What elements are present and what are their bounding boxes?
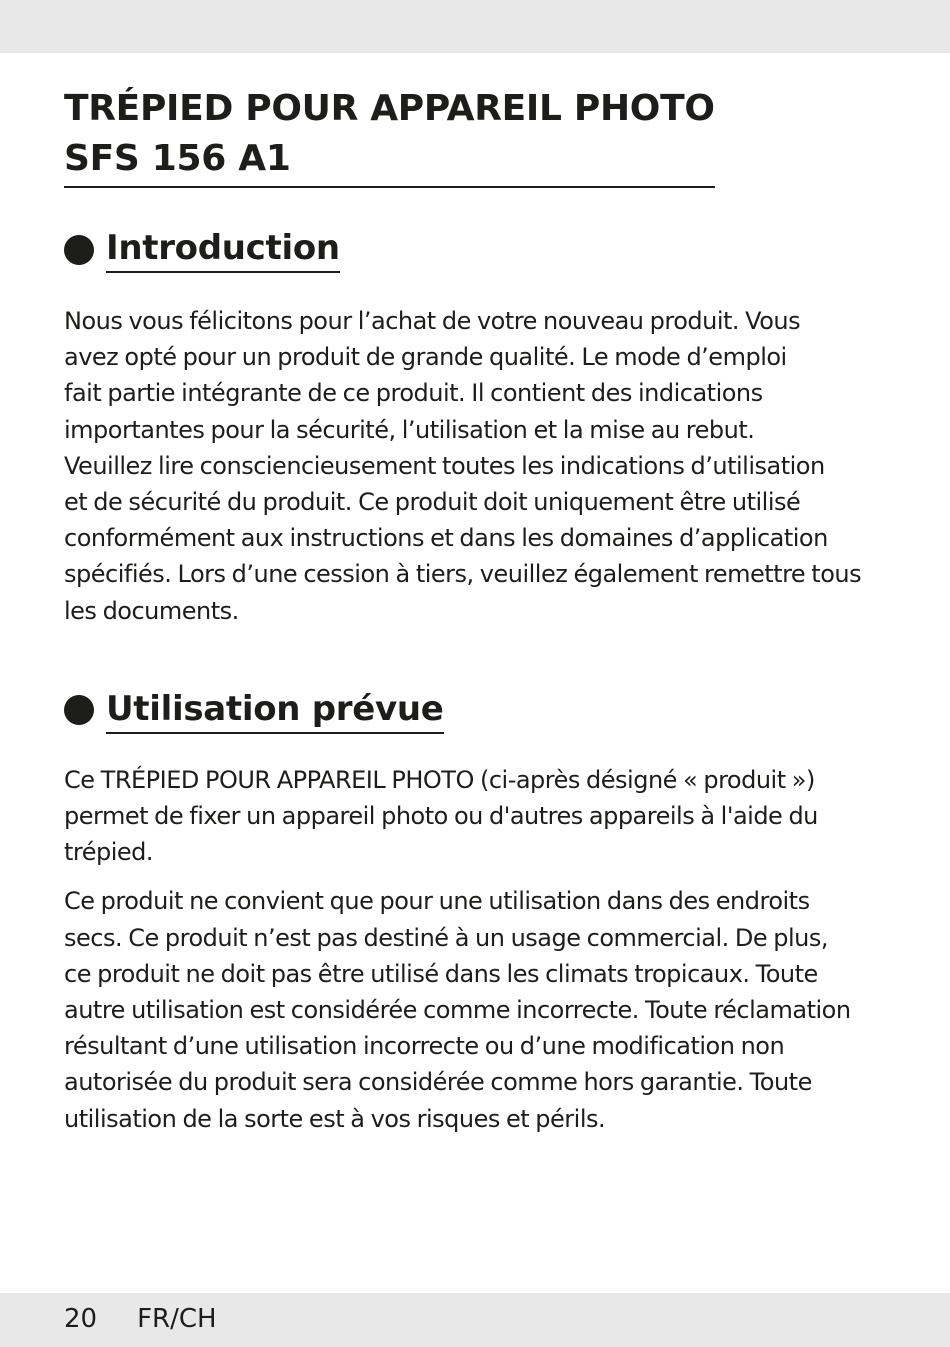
text-line: Veuillez lire consciencieusement toutes les indications d’utilisation bbox=[64, 451, 825, 480]
text-line: conformément aux instructions et dans les domaines d’application bbox=[64, 524, 828, 553]
text-line: avez opté pour un produit de grande qualité. Le mode d’emploi bbox=[64, 343, 787, 372]
intended-use-paragraph-1 bbox=[64, 762, 894, 871]
text-line: trépied. bbox=[64, 838, 154, 867]
text-line: utilisation de la sorte est à vos risques et périls. bbox=[64, 1104, 606, 1133]
section-heading-intended-use bbox=[64, 687, 894, 734]
text-line: fait partie intégrante de ce produit. Il contient des indications bbox=[64, 379, 763, 408]
title-line: TRÉPIED POUR APPAREIL PHOTO bbox=[64, 88, 715, 129]
section-heading-text: Utilisation prévue bbox=[106, 687, 444, 734]
bullet-circle-icon bbox=[64, 695, 94, 725]
text-line: Ce TRÉPIED POUR APPAREIL PHOTO (ci-après désigné « produit ») bbox=[64, 765, 815, 794]
text-line: Ce produit ne convient que pour une utilisation dans des endroits bbox=[64, 887, 810, 916]
text-line: importantes pour la sécurité, l’utilisation et la mise au rebut. bbox=[64, 415, 755, 444]
section-heading-text: Introduction bbox=[106, 226, 340, 273]
bullet-circle-icon bbox=[64, 235, 94, 265]
title-line: SFS 156 A1 bbox=[64, 138, 291, 179]
text-line: autre utilisation est considérée comme incorrecte. Toute réclamation bbox=[64, 996, 851, 1025]
page-content bbox=[64, 84, 894, 1137]
text-line: résultant d’une utilisation incorrecte ou d’une modification non bbox=[64, 1032, 785, 1061]
intended-use-paragraph-2 bbox=[64, 883, 894, 1136]
text-line: autorisée du produit sera considérée comme hors garantie. Toute bbox=[64, 1068, 812, 1097]
text-line: les documents. bbox=[64, 596, 239, 625]
locale-label: FR/CH bbox=[137, 1304, 217, 1334]
top-band bbox=[0, 0, 950, 53]
text-line: et de sécurité du produit. Ce produit doit uniquement être utilisé bbox=[64, 488, 801, 517]
text-line: secs. Ce produit n’est pas destiné à un usage commercial. De plus, bbox=[64, 923, 828, 952]
text-line: ce produit ne doit pas être utilisé dans les climats tropicaux. Toute bbox=[64, 959, 818, 988]
document-title bbox=[64, 84, 715, 188]
page-footer bbox=[64, 1297, 217, 1341]
page-number: 20 bbox=[64, 1304, 98, 1334]
text-line: spécifiés. Lors d’une cession à tiers, veuillez également remettre tous bbox=[64, 560, 862, 589]
introduction-paragraph bbox=[64, 303, 894, 629]
section-heading-introduction bbox=[64, 226, 894, 273]
text-line: Nous vous félicitons pour l’achat de votre nouveau produit. Vous bbox=[64, 307, 801, 335]
text-line: permet de fixer un appareil photo ou d'autres appareils à l'aide du bbox=[64, 802, 818, 831]
